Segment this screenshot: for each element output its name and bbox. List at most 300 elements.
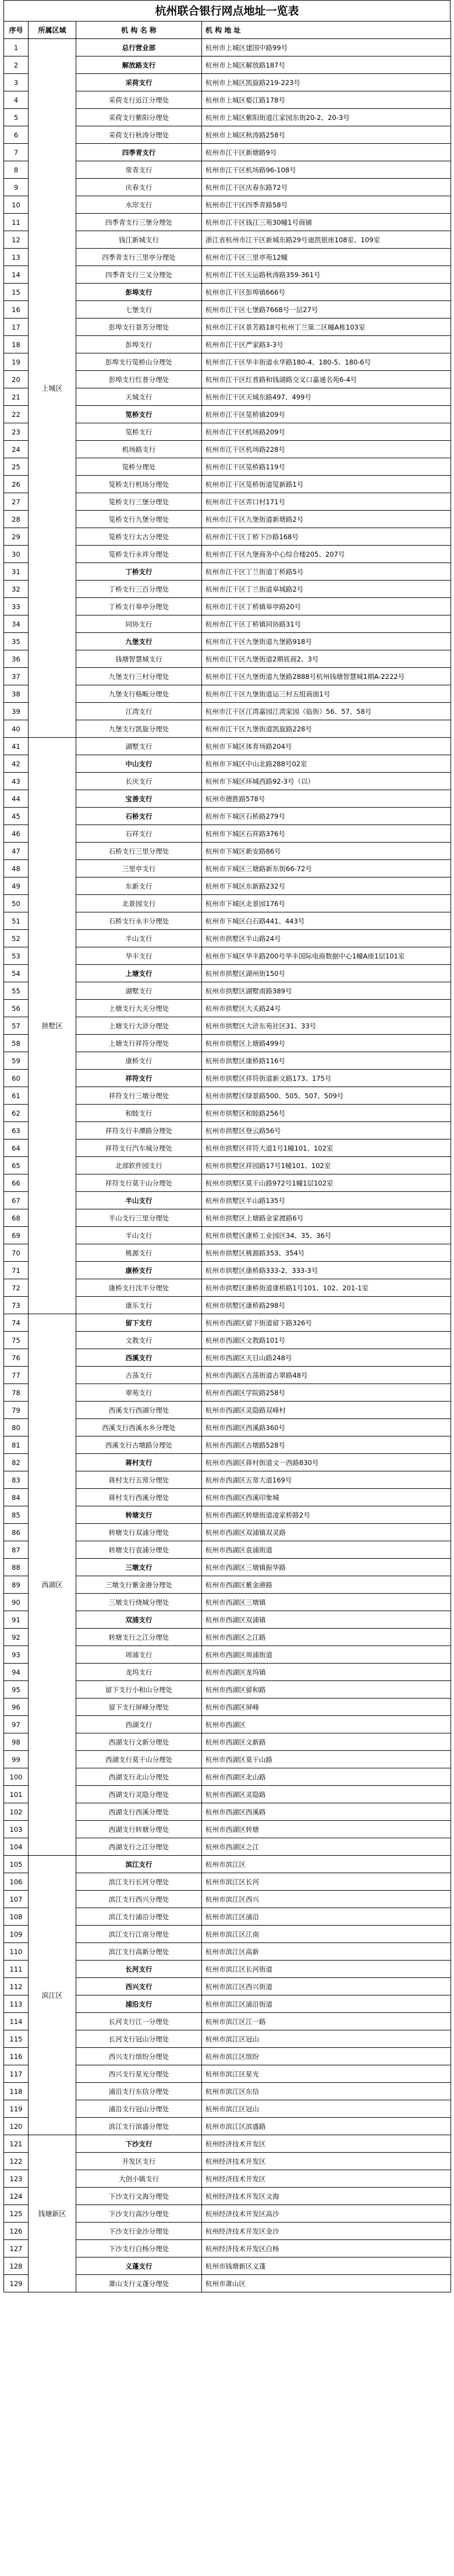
row-number: 3 (4, 74, 29, 91)
branch-name: 下沙支行金沙分理处 (76, 2223, 202, 2240)
branch-address: 杭州市拱墅区绿景路500、505、507、509号 (202, 1087, 451, 1105)
branch-address: 杭州市下城区石桥路279号 (202, 808, 451, 825)
row-number: 40 (4, 720, 29, 738)
row-number: 54 (4, 965, 29, 982)
branch-address: 杭州市下城区华丰路200号华丰国际电商数据中心1幢A座1层101室 (202, 947, 451, 965)
branch-name: 天城支行 (76, 388, 202, 406)
branch-name: 机场路支行 (76, 441, 202, 458)
branch-name: 祥符支行丰潭路分理处 (76, 1122, 202, 1140)
row-number: 26 (4, 476, 29, 493)
row-number: 128 (4, 2257, 29, 2275)
branch-address: 杭州市江干区机场路209号 (202, 423, 451, 441)
row-number: 53 (4, 947, 29, 965)
branch-name: 石祥支行 (76, 825, 202, 843)
branch-name: 笕桥支行三堡分理处 (76, 493, 202, 511)
branch-address: 杭州市拱墅区康桥路333-2、333-3号 (202, 1262, 451, 1279)
branch-name: 总行营业部 (76, 39, 202, 56)
branch-name: 康桥支行 (76, 1262, 202, 1279)
branch-name: 四季青支行三叉分理处 (76, 266, 202, 284)
row-number: 104 (4, 1838, 29, 1856)
row-number: 47 (4, 843, 29, 860)
branch-name: 滨江支行浦沿分理处 (76, 1908, 202, 1926)
branch-address: 杭州市滨江区滨盛路 (202, 2118, 451, 2135)
row-number: 101 (4, 1786, 29, 1803)
branch-name: 九堡支行 (76, 633, 202, 650)
branch-address: 杭州市西湖区西溪路360号 (202, 1419, 451, 1436)
row-number: 22 (4, 406, 29, 423)
branch-name: 西湖支行之江分理处 (76, 1838, 202, 1856)
branch-address: 杭州市江干区机场路96-108号 (202, 161, 451, 179)
branch-name: 湖墅支行 (76, 738, 202, 755)
branch-name: 宝善支行 (76, 790, 202, 808)
branch-name: 长河支行 (76, 1961, 202, 1978)
branch-name: 古荡支行 (76, 1367, 202, 1384)
branch-name: 笕桥支行永祥分理处 (76, 546, 202, 563)
branch-address: 杭州市江干区红普路和钱湖路交叉口嘉通名苑6-4号 (202, 371, 451, 388)
branch-address: 杭州市西湖区之江 (202, 1838, 451, 1856)
branch-address: 杭州市西湖区西溪路 (202, 1803, 451, 1821)
branch-name: 下沙支行文海分理处 (76, 2188, 202, 2205)
branch-name: 西湖支行 (76, 1716, 202, 1733)
district-cell: 钱塘新区 (29, 2135, 76, 2292)
branch-address: 杭州市滨江区西兴 (202, 1891, 451, 1908)
branch-name: 丁桥支行 (76, 563, 202, 581)
branch-address: 杭州市下城区新安路86号 (202, 843, 451, 860)
branch-address: 杭州市滨江区浦沿街道 (202, 1995, 451, 2013)
branch-address: 杭州市江干区天运路秋涛路359-361号 (202, 266, 451, 284)
branch-address: 杭州市滨江区 (202, 1856, 451, 1873)
branch-name: 丁桥支行皋亭分理处 (76, 598, 202, 615)
branch-address: 杭州经济技术开发区 (202, 2135, 451, 2153)
row-number: 56 (4, 1000, 29, 1017)
branch-name: 西溪支行 (76, 1349, 202, 1367)
branch-name: 九堡支行格畈分理处 (76, 685, 202, 703)
row-number: 73 (4, 1297, 29, 1314)
branch-address: 杭州市西湖区留和路 (202, 1681, 451, 1699)
branch-address: 杭州市滨江区西兴街道 (202, 1978, 451, 1995)
branch-address: 杭州市拱墅区半山路24号 (202, 930, 451, 947)
branch-address: 杭州市下城区东新路232号 (202, 877, 451, 895)
branch-address: 杭州市拱墅区上塘路499号 (202, 1035, 451, 1052)
branch-name: 蒋村支行西溪分理处 (76, 1489, 202, 1506)
row-number: 109 (4, 1926, 29, 1943)
branch-name: 彭埠支行红普分理处 (76, 371, 202, 388)
row-number: 32 (4, 581, 29, 598)
branch-name: 东新支行 (76, 877, 202, 895)
row-number: 41 (4, 738, 29, 755)
branch-address: 杭州市西湖区转塘 (202, 1821, 451, 1838)
district-cell: 上城区 (29, 39, 76, 738)
row-number: 86 (4, 1524, 29, 1541)
branch-name: 上塘支行 (76, 965, 202, 982)
branch-address: 杭州经济技术开发区白杨 (202, 2240, 451, 2257)
row-number: 68 (4, 1209, 29, 1227)
branch-address: 杭州市滨江区缤纷 (202, 2048, 451, 2065)
branch-name: 留下支行屏峰分理处 (76, 1699, 202, 1716)
branch-address: 杭州市西湖区文教路101号 (202, 1332, 451, 1349)
branch-address: 杭州市上城区解放路187号 (202, 56, 451, 74)
row-number: 83 (4, 1471, 29, 1489)
branch-name: 笕桥支行 (76, 423, 202, 441)
row-number: 43 (4, 773, 29, 790)
branch-name: 四季青支行三堡分理处 (76, 214, 202, 231)
branch-address: 杭州市滨江区江一路 (202, 2013, 451, 2030)
row-number: 28 (4, 511, 29, 528)
branch-name: 祥符支行莫干山分理处 (76, 1174, 202, 1192)
branch-address: 杭州市江干区新塘路9号 (202, 144, 451, 161)
branch-name: 周浦支行 (76, 1646, 202, 1664)
branch-address: 杭州市下城区白石路441、443号 (202, 912, 451, 930)
branch-name: 石桥支行永丰分理处 (76, 912, 202, 930)
row-number: 99 (4, 1751, 29, 1768)
row-number: 10 (4, 196, 29, 214)
branch-name: 西湖支行灵隐分理处 (76, 1786, 202, 1803)
row-number: 124 (4, 2188, 29, 2205)
row-number: 52 (4, 930, 29, 947)
branch-address: 杭州市滨江区东信 (202, 2083, 451, 2100)
branch-address: 杭州经济技术开发区高沙 (202, 2205, 451, 2223)
row-number: 103 (4, 1821, 29, 1838)
branch-name: 长河支行冠山分理处 (76, 2030, 202, 2048)
branch-address: 杭州市德胜路578号 (202, 790, 451, 808)
row-number: 115 (4, 2030, 29, 2048)
branch-address: 杭州市上城区建国中路99号 (202, 39, 451, 56)
row-number: 15 (4, 284, 29, 301)
branch-address: 杭州市西湖区袁浦街道 (202, 1541, 451, 1559)
row-number: 119 (4, 2100, 29, 2118)
branch-address: 杭州市江干区九堡街道九堡路2888号杭州钱塘智慧城1期A-2222号 (202, 668, 451, 685)
branch-name: 西溪支行西湖分理处 (76, 1402, 202, 1419)
row-number: 87 (4, 1541, 29, 1559)
branch-address: 杭州市滨江区星光 (202, 2065, 451, 2083)
branch-address: 杭州市西湖区文新路 (202, 1733, 451, 1751)
branch-name: 转塘支行 (76, 1506, 202, 1524)
row-number: 19 (4, 353, 29, 371)
row-number: 118 (4, 2083, 29, 2100)
branch-address: 杭州市西湖区北山路 (202, 1768, 451, 1786)
branch-address: 杭州市西湖区屏峰 (202, 1699, 451, 1716)
table-row (4, 738, 451, 755)
row-number: 59 (4, 1052, 29, 1070)
branch-name: 三墩支行 (76, 1559, 202, 1576)
branch-address: 杭州市西湖区留下街道留下路326号 (202, 1314, 451, 1332)
row-number: 5 (4, 109, 29, 126)
branch-address: 杭州市江干区七堡路7668号一层27号 (202, 301, 451, 319)
row-number: 38 (4, 685, 29, 703)
branch-name: 三墩支行绕城分理处 (76, 1594, 202, 1611)
row-number: 121 (4, 2135, 29, 2153)
row-number: 126 (4, 2223, 29, 2240)
branch-address: 杭州市拱墅区大浒东苑社区31、33号 (202, 1017, 451, 1035)
branch-name: 上塘支行大浒分理处 (76, 1017, 202, 1035)
branch-name: 采荷支行紫阳分理处 (76, 109, 202, 126)
branch-address: 杭州市西湖区五常大道169号 (202, 1471, 451, 1489)
table-header-row (4, 22, 451, 39)
branch-name: 半山支行三里分理处 (76, 1209, 202, 1227)
branch-address: 杭州市西湖区学院路258号 (202, 1384, 451, 1402)
branch-name: 滨江支行 (76, 1856, 202, 1873)
branch-name: 祥符支行三墩分理处 (76, 1087, 202, 1105)
row-number: 17 (4, 319, 29, 336)
row-number: 125 (4, 2205, 29, 2223)
branch-address: 杭州市上城区凯旋路219-223号 (202, 74, 451, 91)
branch-address: 杭州市江干区丁兰街道皋城路2号 (202, 581, 451, 598)
branch-address: 杭州市江干区九堡街道新塘路2号 (202, 511, 451, 528)
branch-name: 彭埠支行 (76, 336, 202, 353)
branch-address: 杭州市江干区笕桥街道笕新路1号 (202, 476, 451, 493)
branch-name: 西兴支行 (76, 1978, 202, 1995)
branch-address: 杭州市拱墅区祥符大道1号1幢101、102室 (202, 1140, 451, 1157)
row-number: 61 (4, 1087, 29, 1105)
row-number: 110 (4, 1943, 29, 1961)
row-number: 20 (4, 371, 29, 388)
row-number: 62 (4, 1105, 29, 1122)
branch-address: 杭州市拱墅区上塘路金家渡路6号 (202, 1209, 451, 1227)
branch-address: 杭州市滨江区冠山 (202, 2030, 451, 2048)
branch-name: 留下支行 (76, 1314, 202, 1332)
row-number: 71 (4, 1262, 29, 1279)
branch-address: 杭州市拱墅区湖州街150号 (202, 965, 451, 982)
row-number: 93 (4, 1646, 29, 1664)
row-number: 45 (4, 808, 29, 825)
branch-name: 西湖支行西溪分理处 (76, 1803, 202, 1821)
branch-address: 杭州经济技术开发区金沙 (202, 2223, 451, 2240)
branch-name: 四季青支行 (76, 144, 202, 161)
row-number: 30 (4, 546, 29, 563)
branch-name: 祥符支行汽车城分理处 (76, 1140, 202, 1157)
table-row (4, 1314, 451, 1332)
header-address: 机 构 地 址 (202, 22, 451, 39)
branch-address: 杭州市江干区景芳路18号杭州丁兰第二区幢A栋103室 (202, 319, 451, 336)
branch-address: 杭州市下城区环城西路92-3号（以） (202, 773, 451, 790)
branch-address: 杭州市西湖区古荡街道古翠路48号 (202, 1367, 451, 1384)
row-number: 23 (4, 423, 29, 441)
row-number: 106 (4, 1873, 29, 1891)
branch-address: 杭州市西湖区莫干山路 (202, 1751, 451, 1768)
header-no: 序号 (4, 22, 29, 39)
branch-name: 龙坞支行 (76, 1664, 202, 1681)
row-number: 50 (4, 895, 29, 912)
branch-address: 浙江省杭州市江干区新城东路29号迪凯银座108室、109室 (202, 231, 451, 249)
branch-address: 杭州市江干区九堡街道九堡路918号 (202, 633, 451, 650)
branch-address: 杭州市江干区笕桥路119号 (202, 458, 451, 476)
branch-address: 杭州市下城区中山北路288号02室 (202, 755, 451, 773)
branch-address: 杭州市江干区钱江三苑30幢1号商铺 (202, 214, 451, 231)
branch-name: 大创小镇支行 (76, 2170, 202, 2188)
branch-name: 和睦支行 (76, 1105, 202, 1122)
row-number: 127 (4, 2240, 29, 2257)
branch-name: 西溪支行西溪水乡分理处 (76, 1419, 202, 1436)
branch-name: 中山支行 (76, 755, 202, 773)
branch-name: 留下支行小和山分理处 (76, 1681, 202, 1699)
branch-name: 滨江支行江南分理处 (76, 1926, 202, 1943)
row-number: 98 (4, 1733, 29, 1751)
row-number: 92 (4, 1629, 29, 1646)
branch-name: 三墩支行紫金港分理处 (76, 1576, 202, 1594)
row-number: 34 (4, 615, 29, 633)
branch-address: 杭州市西湖区蒋村街道文一西路830号 (202, 1454, 451, 1471)
branch-name: 下沙支行白杨分理处 (76, 2240, 202, 2257)
branch-name: 西湖支行莫干山分理处 (76, 1751, 202, 1768)
branch-name: 开发区支行 (76, 2153, 202, 2170)
branch-name: 萧山支行义蓬分理处 (76, 2275, 202, 2292)
branch-name: 笕桥支行九堡分理处 (76, 511, 202, 528)
branch-address: 杭州市拱墅区湖墅南路389号 (202, 982, 451, 1000)
row-number: 6 (4, 126, 29, 144)
branch-name: 滨江支行长河分理处 (76, 1873, 202, 1891)
row-number: 7 (4, 144, 29, 161)
row-number: 31 (4, 563, 29, 581)
branch-name: 下沙支行 (76, 2135, 202, 2153)
branch-address: 杭州市拱墅区康桥工业园区34、35、36号 (202, 1227, 451, 1244)
row-number: 113 (4, 1995, 29, 2013)
branch-name: 上塘支行大关分理处 (76, 1000, 202, 1017)
row-number: 37 (4, 668, 29, 685)
branch-address: 杭州市江干区四季青路58号 (202, 196, 451, 214)
branch-address: 杭州市西湖区灵隐路双峰村 (202, 1402, 451, 1419)
row-number: 14 (4, 266, 29, 284)
branch-address: 杭州市滨江区浦沿 (202, 1908, 451, 1926)
branch-name: 半山支行 (76, 1192, 202, 1209)
branch-name: 转塘支行之江分理处 (76, 1629, 202, 1646)
branch-name: 双浦支行 (76, 1611, 202, 1629)
branch-name: 半山支行 (76, 930, 202, 947)
branch-name: 彭埠支行笕桥山分理处 (76, 353, 202, 371)
branch-address: 杭州市西湖区双浦镇双灵路 (202, 1524, 451, 1541)
branch-address: 杭州市江干区笕桥镇209号 (202, 406, 451, 423)
row-number: 123 (4, 2170, 29, 2188)
row-number: 89 (4, 1576, 29, 1594)
branch-address: 杭州市西湖区天目山路248号 (202, 1349, 451, 1367)
branch-address: 杭州市上城区秋涛路258号 (202, 126, 451, 144)
row-number: 75 (4, 1332, 29, 1349)
branch-name: 康乐支行 (76, 1297, 202, 1314)
branch-address: 杭州市江干区弄口村171号 (202, 493, 451, 511)
branch-address: 杭州市江干区彭埠镇666号 (202, 284, 451, 301)
branch-address: 杭州市拱墅区康桥街道康桥路1号101、102、201-1室 (202, 1279, 451, 1297)
branch-address: 杭州经济技术开发区文海 (202, 2188, 451, 2205)
table-row (4, 2135, 451, 2153)
branch-address: 杭州市拱墅区桃源路353、354号 (202, 1244, 451, 1262)
header-name: 机 构 名 称 (76, 22, 202, 39)
row-number: 48 (4, 860, 29, 877)
branch-address: 杭州市江干区丁桥下沙路168号 (202, 528, 451, 546)
row-number: 84 (4, 1489, 29, 1506)
branch-name: 北景园支行 (76, 895, 202, 912)
row-number: 21 (4, 388, 29, 406)
branch-address: 杭州市西湖区双浦镇 (202, 1611, 451, 1629)
branch-address: 杭州市滨江区冠山 (202, 2100, 451, 2118)
branch-address: 杭州市拱墅区和睦路256号 (202, 1105, 451, 1122)
row-number: 8 (4, 161, 29, 179)
header-district: 所属区域 (29, 22, 76, 39)
row-number: 55 (4, 982, 29, 1000)
branch-address: 杭州市滨江区长河 (202, 1873, 451, 1891)
row-number: 35 (4, 633, 29, 650)
row-number: 120 (4, 2118, 29, 2135)
branch-address: 杭州市钱塘新区义蓬 (202, 2257, 451, 2275)
branch-name: 采荷支行秋涛分理处 (76, 126, 202, 144)
branch-address: 杭州市滨江区长河街道 (202, 1961, 451, 1978)
row-number: 24 (4, 441, 29, 458)
branch-address: 杭州市拱墅区祥园路17号1幢101、102室 (202, 1157, 451, 1174)
row-number: 69 (4, 1227, 29, 1244)
row-number: 49 (4, 877, 29, 895)
row-number: 117 (4, 2065, 29, 2083)
branch-address: 杭州市萧山区 (202, 2275, 451, 2292)
branch-address: 杭州经济技术开发区 (202, 2170, 451, 2188)
branch-name: 转塘支行双浦分理处 (76, 1524, 202, 1541)
branch-address: 杭州市江干区严家路3-3号 (202, 336, 451, 353)
branch-name: 蒋村支行五常分理处 (76, 1471, 202, 1489)
branch-name: 彭埠支行 (76, 284, 202, 301)
row-number: 82 (4, 1454, 29, 1471)
branch-name: 西兴支行星光分理处 (76, 2065, 202, 2083)
branch-address: 杭州市江干区九堡街道运三村五组商面1号 (202, 685, 451, 703)
row-number: 72 (4, 1279, 29, 1297)
branch-name: 西溪支行古墩路分理处 (76, 1436, 202, 1454)
branch-name: 西湖支行转塘分理处 (76, 1821, 202, 1838)
row-number: 1 (4, 39, 29, 56)
table-body (4, 39, 451, 2292)
row-number: 77 (4, 1367, 29, 1384)
branch-address: 杭州市西湖区古墩路528号 (202, 1436, 451, 1454)
row-number: 74 (4, 1314, 29, 1332)
row-number: 70 (4, 1244, 29, 1262)
branch-address: 杭州市西湖区三墩镇 (202, 1594, 451, 1611)
branch-name: 西湖支行北山分理处 (76, 1768, 202, 1786)
branch-address: 杭州市西湖区西溪印象城 (202, 1489, 451, 1506)
row-number: 9 (4, 179, 29, 196)
branch-address: 杭州市拱墅区康桥路116号 (202, 1052, 451, 1070)
branch-address: 杭州市西湖区紫金港路 (202, 1576, 451, 1594)
branch-name: 四季青支行三里亭分理处 (76, 249, 202, 266)
row-number: 116 (4, 2048, 29, 2065)
branch-table (3, 21, 451, 2292)
branch-address: 杭州市江干区九堡街道凯旋路228号 (202, 720, 451, 738)
branch-address: 杭州市拱墅区祥符街道新文路173、175号 (202, 1070, 451, 1087)
branch-name: 滨江支行西兴分理处 (76, 1891, 202, 1908)
row-number: 27 (4, 493, 29, 511)
table-row (4, 1856, 451, 1873)
district-cell: 拱墅区 (29, 738, 76, 1314)
branch-address: 杭州市西湖区 (202, 1716, 451, 1733)
row-number: 85 (4, 1506, 29, 1524)
branch-name: 笕桥支行机场分理处 (76, 476, 202, 493)
row-number: 79 (4, 1402, 29, 1419)
branch-name: 长河支行江一分理处 (76, 2013, 202, 2030)
row-number: 97 (4, 1716, 29, 1733)
branch-address: 杭州市江干区江湾嘉园江湾家园（临街）56、57、58号 (202, 703, 451, 720)
branch-name: 水岸支行 (76, 196, 202, 214)
branch-address: 杭州市下城区体育场路204号 (202, 738, 451, 755)
branch-name: 文教支行 (76, 1332, 202, 1349)
row-number: 96 (4, 1699, 29, 1716)
row-number: 64 (4, 1140, 29, 1157)
row-number: 67 (4, 1192, 29, 1209)
branch-name: 浦沿支行东信分理处 (76, 2083, 202, 2100)
branch-name: 九堡支行三村分理处 (76, 668, 202, 685)
row-number: 39 (4, 703, 29, 720)
branch-address: 杭州市下城区三塘路新东街66-72号 (202, 860, 451, 877)
row-number: 33 (4, 598, 29, 615)
branch-address: 杭州市滨江区江南 (202, 1926, 451, 1943)
row-number: 60 (4, 1070, 29, 1087)
row-number: 122 (4, 2153, 29, 2170)
branch-name: 上塘支行祥符分理处 (76, 1035, 202, 1052)
branch-address: 杭州市江干区九堡街道2期底商2、3号 (202, 650, 451, 668)
branch-name: 常青支行 (76, 161, 202, 179)
